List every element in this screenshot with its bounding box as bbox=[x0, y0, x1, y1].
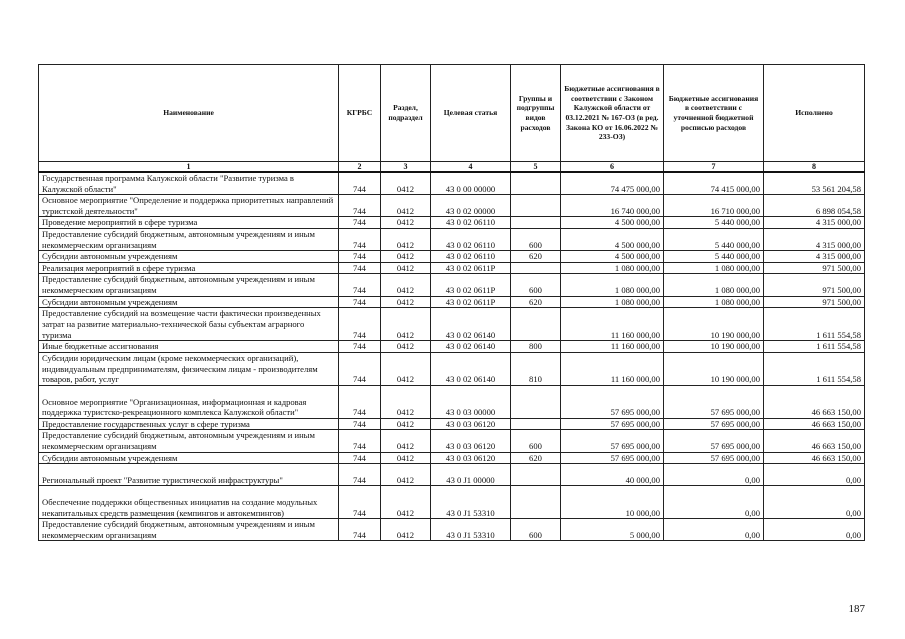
row-done-amount: 0,00 bbox=[764, 519, 865, 541]
table-row bbox=[39, 341, 865, 353]
row-group bbox=[511, 195, 561, 217]
col-number: 4 bbox=[431, 162, 511, 173]
row-law-amount: 57 695 000,00 bbox=[561, 418, 664, 430]
row-group: 600 bbox=[511, 430, 561, 452]
row-name: Предоставление субсидий бюджетным, автономным учреждениям и иным некоммерческим организациям bbox=[39, 274, 339, 296]
row-done-amount: 971 500,00 bbox=[764, 262, 865, 274]
row-name: Субсидии юридическим лицам (кроме некоммерческих организаций), индивидуальным предпринимателям, физическим лицам - производителям товаров, работ, услуг bbox=[39, 352, 339, 385]
row-done-amount: 46 663 150,00 bbox=[764, 452, 865, 464]
row-article: 43 0 00 00000 bbox=[431, 172, 511, 195]
row-razdel: 0412 bbox=[381, 172, 431, 195]
row-group: 600 bbox=[511, 274, 561, 296]
row-done-amount: 1 611 554,58 bbox=[764, 308, 865, 341]
row-law-amount: 40 000,00 bbox=[561, 464, 664, 486]
table-row bbox=[39, 308, 865, 341]
row-article: 43 0 02 06110 bbox=[431, 251, 511, 263]
header-row bbox=[39, 65, 865, 162]
table-row bbox=[39, 262, 865, 274]
row-group: 800 bbox=[511, 341, 561, 353]
row-law-amount: 1 080 000,00 bbox=[561, 274, 664, 296]
row-name: Иные бюджетные ассигнования bbox=[39, 341, 339, 353]
row-razdel: 0412 bbox=[381, 418, 431, 430]
row-group: 810 bbox=[511, 352, 561, 385]
row-article: 43 0 02 06110 bbox=[431, 228, 511, 250]
row-group bbox=[511, 486, 561, 519]
row-razdel: 0412 bbox=[381, 262, 431, 274]
row-article: 43 0 03 00000 bbox=[431, 385, 511, 418]
row-kgrbs: 744 bbox=[339, 464, 381, 486]
row-law-amount: 57 695 000,00 bbox=[561, 385, 664, 418]
col-header-name: Наименование bbox=[39, 65, 339, 162]
row-kgrbs: 744 bbox=[339, 228, 381, 250]
col-header-article: Целевая статья bbox=[431, 65, 511, 162]
row-group: 620 bbox=[511, 296, 561, 308]
row-article: 43 0 02 06140 bbox=[431, 341, 511, 353]
row-plan-amount: 1 080 000,00 bbox=[664, 274, 764, 296]
row-law-amount: 5 000,00 bbox=[561, 519, 664, 541]
row-plan-amount: 74 415 000,00 bbox=[664, 172, 764, 195]
row-plan-amount: 5 440 000,00 bbox=[664, 228, 764, 250]
row-law-amount: 74 475 000,00 bbox=[561, 172, 664, 195]
col-number: 1 bbox=[39, 162, 339, 173]
row-plan-amount: 5 440 000,00 bbox=[664, 251, 764, 263]
row-razdel: 0412 bbox=[381, 228, 431, 250]
row-group bbox=[511, 464, 561, 486]
row-kgrbs: 744 bbox=[339, 430, 381, 452]
table-row bbox=[39, 430, 865, 452]
row-kgrbs: 744 bbox=[339, 452, 381, 464]
row-group: 600 bbox=[511, 228, 561, 250]
row-name: Предоставление субсидий бюджетным, автономным учреждениям и иным некоммерческим организациям bbox=[39, 519, 339, 541]
table-row bbox=[39, 172, 865, 195]
table-row bbox=[39, 352, 865, 385]
col-number: 6 bbox=[561, 162, 664, 173]
row-done-amount: 4 315 000,00 bbox=[764, 217, 865, 229]
row-razdel: 0412 bbox=[381, 217, 431, 229]
row-name: Предоставление субсидий на возмещение части фактически произведенных затрат на развитие материально-технической базы субъектам аграрного туризма bbox=[39, 308, 339, 341]
row-name: Предоставление государственных услуг в сфере туризма bbox=[39, 418, 339, 430]
row-plan-amount: 16 710 000,00 bbox=[664, 195, 764, 217]
row-kgrbs: 744 bbox=[339, 352, 381, 385]
row-plan-amount: 57 695 000,00 bbox=[664, 418, 764, 430]
col-number: 2 bbox=[339, 162, 381, 173]
row-kgrbs: 744 bbox=[339, 172, 381, 195]
row-article: 43 0 02 00000 bbox=[431, 195, 511, 217]
col-header-razdel: Раздел, подраздел bbox=[381, 65, 431, 162]
row-done-amount: 4 315 000,00 bbox=[764, 228, 865, 250]
table-row bbox=[39, 486, 865, 519]
row-law-amount: 11 160 000,00 bbox=[561, 341, 664, 353]
col-header-kgrbs: КГРБС bbox=[339, 65, 381, 162]
row-name: Предоставление субсидий бюджетным, автономным учреждениям и иным некоммерческим организациям bbox=[39, 228, 339, 250]
row-plan-amount: 0,00 bbox=[664, 486, 764, 519]
row-law-amount: 10 000,00 bbox=[561, 486, 664, 519]
table-row bbox=[39, 464, 865, 486]
row-name: Субсидии автономным учреждениям bbox=[39, 296, 339, 308]
row-law-amount: 4 500 000,00 bbox=[561, 228, 664, 250]
row-kgrbs: 744 bbox=[339, 519, 381, 541]
budget-sheet bbox=[38, 64, 864, 541]
row-kgrbs: 744 bbox=[339, 262, 381, 274]
row-law-amount: 16 740 000,00 bbox=[561, 195, 664, 217]
row-group bbox=[511, 262, 561, 274]
row-article: 43 0 02 06140 bbox=[431, 308, 511, 341]
row-done-amount: 46 663 150,00 bbox=[764, 385, 865, 418]
table-row bbox=[39, 251, 865, 263]
row-razdel: 0412 bbox=[381, 519, 431, 541]
row-kgrbs: 744 bbox=[339, 217, 381, 229]
row-plan-amount: 10 190 000,00 bbox=[664, 352, 764, 385]
row-kgrbs: 744 bbox=[339, 308, 381, 341]
row-name: Субсидии автономным учреждениям bbox=[39, 452, 339, 464]
table-row bbox=[39, 385, 865, 418]
row-group bbox=[511, 217, 561, 229]
row-done-amount: 46 663 150,00 bbox=[764, 430, 865, 452]
row-razdel: 0412 bbox=[381, 352, 431, 385]
row-plan-amount: 1 080 000,00 bbox=[664, 296, 764, 308]
row-kgrbs: 744 bbox=[339, 195, 381, 217]
row-group bbox=[511, 172, 561, 195]
table-row bbox=[39, 195, 865, 217]
row-article: 43 0 02 0611Р bbox=[431, 274, 511, 296]
table-row bbox=[39, 452, 865, 464]
row-name: Обеспечение поддержки общественных инициатив на создание модульных некапитальных средств размещения (кемпингов и автокемпингов) bbox=[39, 486, 339, 519]
row-article: 43 0 03 06120 bbox=[431, 452, 511, 464]
row-group: 620 bbox=[511, 251, 561, 263]
row-article: 43 0 J1 53310 bbox=[431, 519, 511, 541]
table-row bbox=[39, 274, 865, 296]
col-header-plan: Бюджетные ассигнования в соответствии с уточненной бюджетной росписью расходов bbox=[664, 65, 764, 162]
row-article: 43 0 J1 00000 bbox=[431, 464, 511, 486]
row-law-amount: 1 080 000,00 bbox=[561, 296, 664, 308]
row-article: 43 0 03 06120 bbox=[431, 418, 511, 430]
col-number: 8 bbox=[764, 162, 865, 173]
row-done-amount: 6 898 054,58 bbox=[764, 195, 865, 217]
row-article: 43 0 02 0611Р bbox=[431, 262, 511, 274]
row-name: Основное мероприятие "Организационная, информационная и кадровая поддержка туристско-рекреационного комплекса Калужской области" bbox=[39, 385, 339, 418]
row-law-amount: 4 500 000,00 bbox=[561, 217, 664, 229]
row-kgrbs: 744 bbox=[339, 296, 381, 308]
row-done-amount: 971 500,00 bbox=[764, 296, 865, 308]
row-kgrbs: 744 bbox=[339, 385, 381, 418]
row-plan-amount: 0,00 bbox=[664, 464, 764, 486]
row-done-amount: 4 315 000,00 bbox=[764, 251, 865, 263]
row-group bbox=[511, 308, 561, 341]
row-plan-amount: 1 080 000,00 bbox=[664, 262, 764, 274]
row-razdel: 0412 bbox=[381, 296, 431, 308]
row-razdel: 0412 bbox=[381, 464, 431, 486]
row-razdel: 0412 bbox=[381, 274, 431, 296]
row-plan-amount: 57 695 000,00 bbox=[664, 430, 764, 452]
row-name: Реализация мероприятий в сфере туризма bbox=[39, 262, 339, 274]
row-plan-amount: 10 190 000,00 bbox=[664, 308, 764, 341]
row-name: Государственная программа Калужской области "Развитие туризма в Калужской области" bbox=[39, 172, 339, 195]
page-number: 187 bbox=[848, 603, 865, 615]
table-row bbox=[39, 519, 865, 541]
row-name: Региональный проект "Развитие туристической инфраструктуры" bbox=[39, 464, 339, 486]
column-number-row bbox=[39, 162, 865, 173]
table-row bbox=[39, 217, 865, 229]
table-row bbox=[39, 228, 865, 250]
row-razdel: 0412 bbox=[381, 341, 431, 353]
row-done-amount: 1 611 554,58 bbox=[764, 352, 865, 385]
row-law-amount: 57 695 000,00 bbox=[561, 430, 664, 452]
row-done-amount: 971 500,00 bbox=[764, 274, 865, 296]
row-plan-amount: 57 695 000,00 bbox=[664, 385, 764, 418]
row-done-amount: 53 561 204,58 bbox=[764, 172, 865, 195]
row-done-amount: 46 663 150,00 bbox=[764, 418, 865, 430]
row-article: 43 0 02 06110 bbox=[431, 217, 511, 229]
table-row bbox=[39, 418, 865, 430]
row-group bbox=[511, 385, 561, 418]
row-razdel: 0412 bbox=[381, 452, 431, 464]
row-name: Основное мероприятие "Определение и поддержка приоритетных направлений туристской деятельности" bbox=[39, 195, 339, 217]
row-kgrbs: 744 bbox=[339, 274, 381, 296]
row-article: 43 0 02 06140 bbox=[431, 352, 511, 385]
col-header-done: Исполнено bbox=[764, 65, 865, 162]
row-razdel: 0412 bbox=[381, 195, 431, 217]
row-group: 600 bbox=[511, 519, 561, 541]
row-name: Проведение мероприятий в сфере туризма bbox=[39, 217, 339, 229]
row-law-amount: 1 080 000,00 bbox=[561, 262, 664, 274]
row-plan-amount: 57 695 000,00 bbox=[664, 452, 764, 464]
col-header-group: Группы и подгруппы видов расходов bbox=[511, 65, 561, 162]
row-article: 43 0 02 0611Р bbox=[431, 296, 511, 308]
row-law-amount: 57 695 000,00 bbox=[561, 452, 664, 464]
row-razdel: 0412 bbox=[381, 251, 431, 263]
row-name: Субсидии автономным учреждениям bbox=[39, 251, 339, 263]
row-law-amount: 11 160 000,00 bbox=[561, 352, 664, 385]
row-group bbox=[511, 418, 561, 430]
row-law-amount: 11 160 000,00 bbox=[561, 308, 664, 341]
row-article: 43 0 03 06120 bbox=[431, 430, 511, 452]
row-razdel: 0412 bbox=[381, 385, 431, 418]
row-kgrbs: 744 bbox=[339, 418, 381, 430]
col-number: 3 bbox=[381, 162, 431, 173]
row-article: 43 0 J1 53310 bbox=[431, 486, 511, 519]
row-kgrbs: 744 bbox=[339, 486, 381, 519]
row-done-amount: 1 611 554,58 bbox=[764, 341, 865, 353]
row-plan-amount: 10 190 000,00 bbox=[664, 341, 764, 353]
col-header-law: Бюджетные ассигнования в соответствии с Законом Калужской области от 03.12.2021 № 167-ОЗ (в ред. Закона КО от 16.06.2022 № 233-ОЗ) bbox=[561, 65, 664, 162]
row-razdel: 0412 bbox=[381, 430, 431, 452]
col-number: 5 bbox=[511, 162, 561, 173]
row-done-amount: 0,00 bbox=[764, 486, 865, 519]
row-name: Предоставление субсидий бюджетным, автономным учреждениям и иным некоммерческим организациям bbox=[39, 430, 339, 452]
row-law-amount: 4 500 000,00 bbox=[561, 251, 664, 263]
row-razdel: 0412 bbox=[381, 308, 431, 341]
table-row bbox=[39, 296, 865, 308]
row-plan-amount: 5 440 000,00 bbox=[664, 217, 764, 229]
col-number: 7 bbox=[664, 162, 764, 173]
row-razdel: 0412 bbox=[381, 486, 431, 519]
row-done-amount: 0,00 bbox=[764, 464, 865, 486]
row-group: 620 bbox=[511, 452, 561, 464]
row-kgrbs: 744 bbox=[339, 251, 381, 263]
row-plan-amount: 0,00 bbox=[664, 519, 764, 541]
row-kgrbs: 744 bbox=[339, 341, 381, 353]
budget-table bbox=[38, 64, 865, 541]
table-body bbox=[39, 172, 865, 541]
